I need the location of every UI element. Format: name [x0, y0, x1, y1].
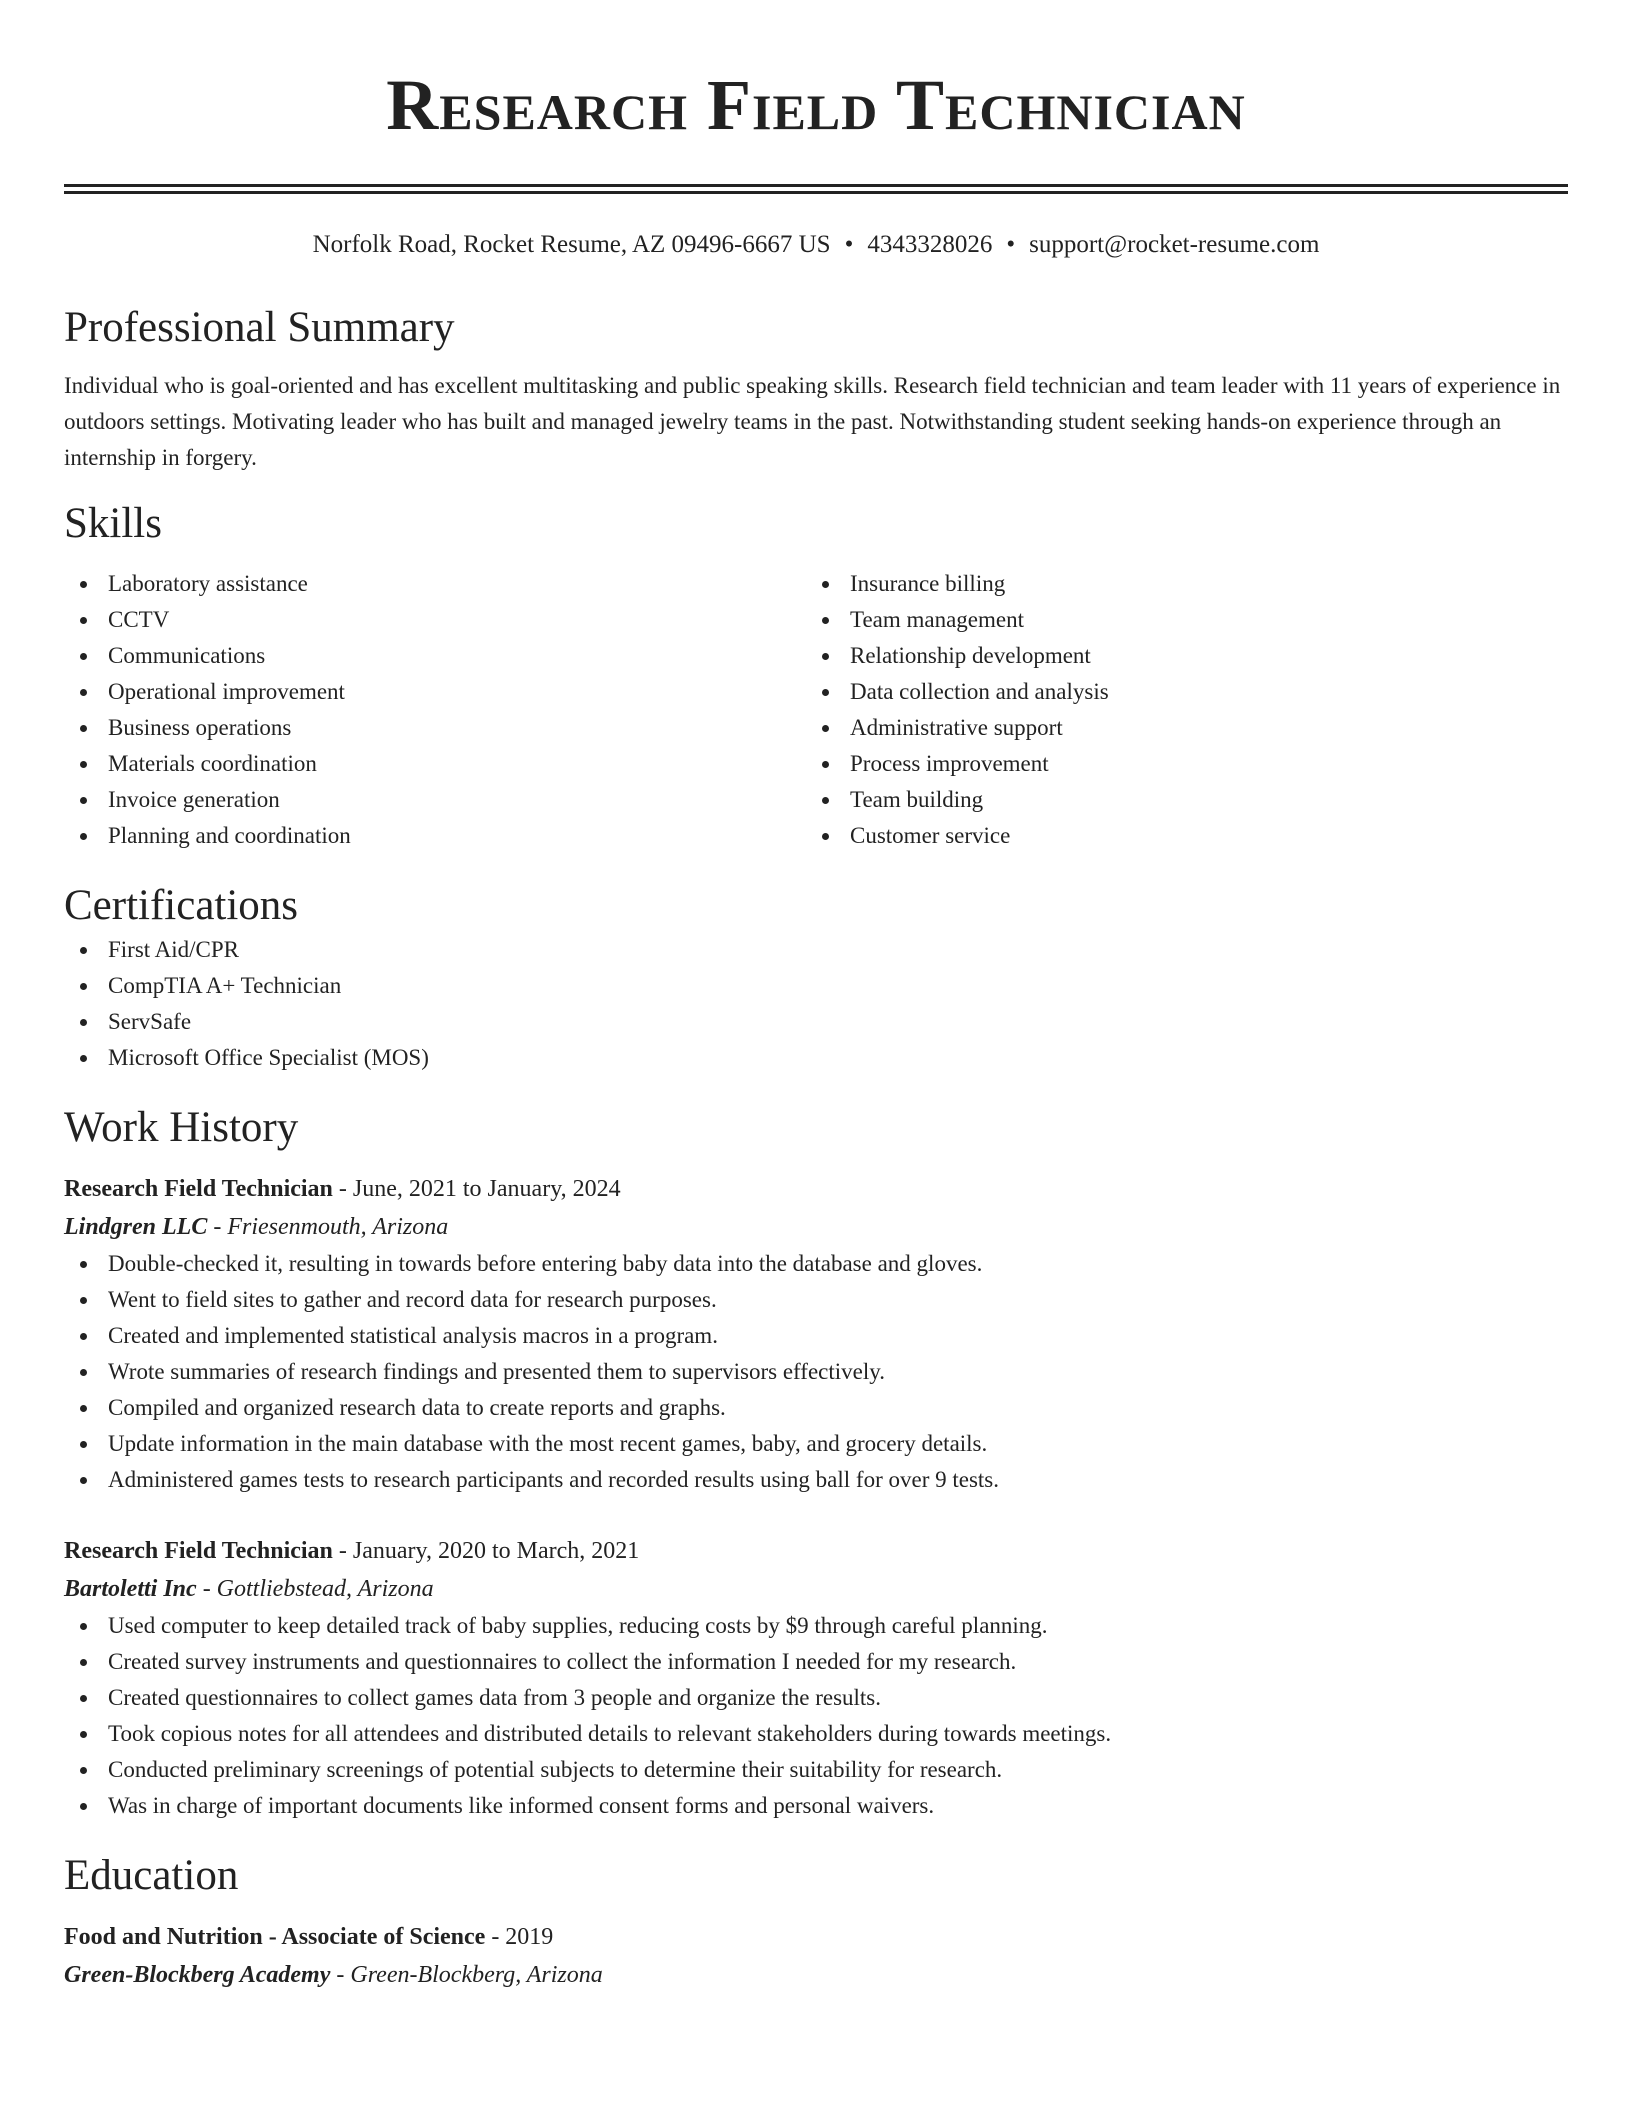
education-degree: Food and Nutrition - Associate of Science: [64, 1924, 486, 1950]
job-entry: [64, 1170, 1568, 1498]
job-duty: Used computer to keep detailed track of baby supplies, reducing costs by $9 through careful planning.: [64, 1608, 1568, 1644]
certification-item: First Aid/CPR: [64, 932, 1568, 968]
job-company-line: [64, 1208, 1568, 1246]
certification-item: Microsoft Office Specialist (MOS): [64, 1040, 1568, 1076]
job-duty: Created and implemented statistical analysis macros in a program.: [64, 1318, 1568, 1354]
skills-columns: [64, 566, 1568, 854]
skills-list-left: [64, 566, 806, 854]
job-role: Research Field Technician: [64, 1176, 333, 1202]
skill-item: Team building: [806, 782, 1548, 818]
education-degree-line: [64, 1918, 1568, 1956]
work-history-heading: Work History: [64, 1104, 299, 1151]
job-company: Lindgren LLC: [64, 1214, 208, 1240]
job-duty: Created questionnaires to collect games data from 3 people and organize the results.: [64, 1680, 1568, 1716]
job-duties-list: [64, 1608, 1568, 1824]
candidate-name: Research Field Technician: [386, 65, 1246, 145]
certification-item: ServSafe: [64, 1004, 1568, 1040]
job-duty: Update information in the main database with the most recent games, baby, and grocery details.: [64, 1426, 1568, 1462]
skills-list-right: [806, 566, 1548, 854]
contact-address: Norfolk Road, Rocket Resume, AZ 09496-6667 US: [312, 231, 831, 258]
job-duty: Took copious notes for all attendees and distributed details to relevant stakeholders during towards meetings.: [64, 1716, 1568, 1752]
job-duty: Administered games tests to research participants and recorded results using ball for over 9 tests.: [64, 1462, 1568, 1498]
education-heading: Education: [64, 1852, 239, 1899]
job-duty: Compiled and organized research data to create reports and graphs.: [64, 1390, 1568, 1426]
job-entry: [64, 1532, 1568, 1824]
skill-item: Administrative support: [806, 710, 1548, 746]
skill-item: Invoice generation: [64, 782, 806, 818]
skill-item: Business operations: [64, 710, 806, 746]
job-duty: Went to field sites to gather and record data for research purposes.: [64, 1282, 1568, 1318]
job-duty: Created survey instruments and questionnaires to collect the information I needed for my research.: [64, 1644, 1568, 1680]
skill-item: Customer service: [806, 818, 1548, 854]
contact-separator: •: [1006, 231, 1016, 258]
contact-phone: 4343328026: [867, 231, 993, 258]
certifications-list: [64, 932, 1568, 1076]
education-year: - 2019: [485, 1924, 554, 1950]
job-duty: Conducted preliminary screenings of potential subjects to determine their suitability for research.: [64, 1752, 1568, 1788]
skill-item: Team management: [806, 602, 1548, 638]
job-location: - Friesenmouth, Arizona: [207, 1214, 449, 1240]
contact-email: support@rocket-resume.com: [1029, 231, 1320, 258]
skills-heading: Skills: [64, 500, 162, 547]
skill-item: Materials coordination: [64, 746, 806, 782]
skill-item: Laboratory assistance: [64, 566, 806, 602]
job-title-line: [64, 1532, 1568, 1570]
contact-separator: •: [844, 231, 854, 258]
skill-item: Communications: [64, 638, 806, 674]
job-company: Bartoletti Inc: [64, 1576, 197, 1602]
job-location: - Gottliebstead, Arizona: [196, 1576, 434, 1602]
job-role: Research Field Technician: [64, 1538, 333, 1564]
job-title-line: [64, 1170, 1568, 1208]
job-duty: Was in charge of important documents like informed consent forms and personal waivers.: [64, 1788, 1568, 1824]
skill-item: Planning and coordination: [64, 818, 806, 854]
certification-item: CompTIA A+ Technician: [64, 968, 1568, 1004]
job-duty: Double-checked it, resulting in towards before entering baby data into the database and gloves.: [64, 1246, 1568, 1282]
education-location: - Green-Blockberg, Arizona: [330, 1962, 603, 1988]
summary-text: Individual who is goal-oriented and has excellent multitasking and public speaking skills. Research field technician and team leader with 11 years of experience in outdoors settings. Motivating leader who has built and managed jewelry teams in the past. Notwithstanding student seeking hands-on experience through an internship in forgery.: [64, 373, 1561, 470]
job-dates: - January, 2020 to March, 2021: [332, 1538, 640, 1564]
skill-item: Relationship development: [806, 638, 1548, 674]
job-duty: Wrote summaries of research findings and presented them to supervisors effectively.: [64, 1354, 1568, 1390]
job-duties-list: [64, 1246, 1568, 1498]
skill-item: Operational improvement: [64, 674, 806, 710]
skill-item: Insurance billing: [806, 566, 1548, 602]
contact-line: [64, 228, 1568, 262]
certifications-heading: Certifications: [64, 882, 299, 929]
education-school: Green-Blockberg Academy: [64, 1962, 331, 1988]
job-dates: - June, 2021 to January, 2024: [332, 1176, 621, 1202]
education-school-line: [64, 1956, 1568, 1994]
job-company-line: [64, 1570, 1568, 1608]
skill-item: Data collection and analysis: [806, 674, 1548, 710]
header-divider: [64, 184, 1568, 194]
skill-item: Process improvement: [806, 746, 1548, 782]
skill-item: CCTV: [64, 602, 806, 638]
summary-heading: Professional Summary: [64, 304, 455, 351]
